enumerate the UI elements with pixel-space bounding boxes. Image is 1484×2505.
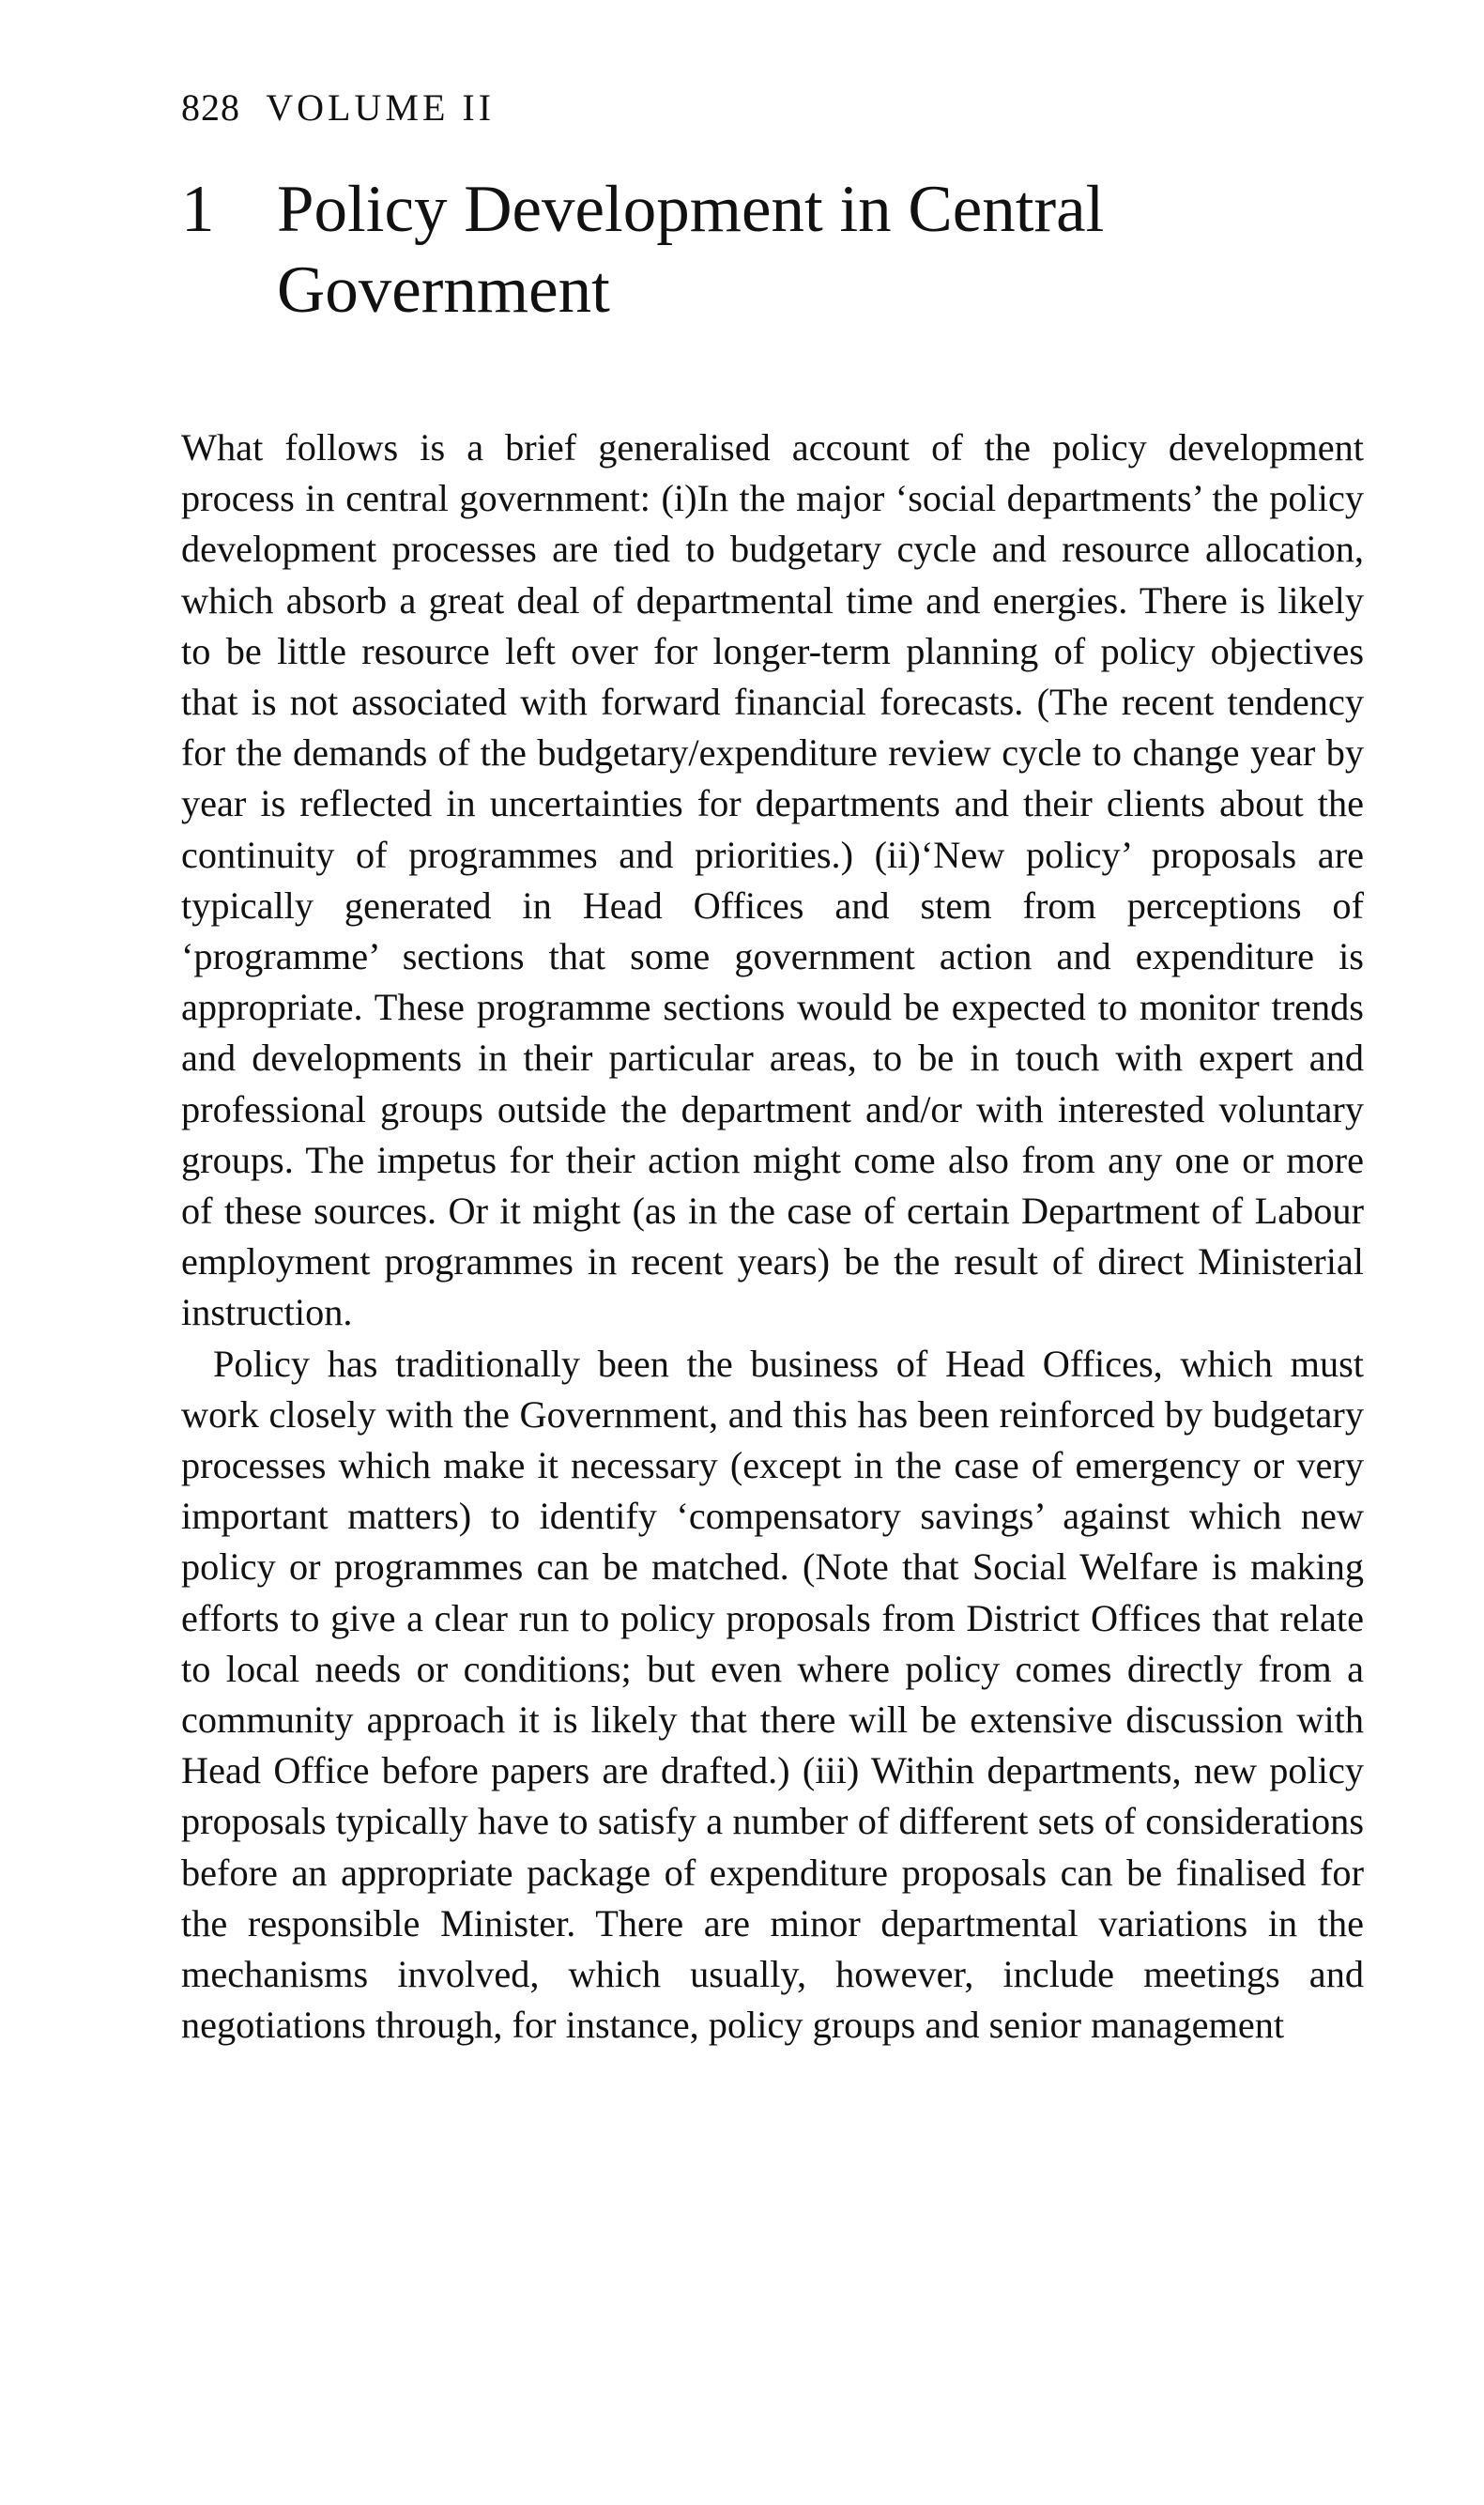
book-page (181, 86, 1364, 2052)
chapter-number: 1 (181, 173, 215, 246)
paragraph-1: What follows is a brief generalised account of the policy development process in central government: (i)In the major ‘social departments’ the policy development processes are tied to budgetary cycle and resource allocation, which absorb a great deal of departmental time and energies. There is likely to be little resource left over for longer-term planning of policy objectives that is not associated with forward financial forecasts. (The recent tendency for the demands of the budgetary/expenditure review cycle to change year by year is reflected in uncertainties for departments and their clients about the continuity of programmes and priorities.) (ii)‘New policy’ proposals are typically generated in Head Offices and stem from perceptions of ‘programme’ sections that some government action and expenditure is appropriate. These programme sections would be expected to monitor trends and developments in their particular areas, to be in touch with expert and professional groups outside the department and/or with interested voluntary groups. The impetus for their action might come also from any one or more of these sources. Or it might (as in the case of certain Department of Labour employment programmes in recent years) be the result of direct Ministerial instruction. (181, 426, 1364, 1334)
volume-label: VOLUME II (266, 86, 496, 129)
chapter-title: Policy Development in Central Government (277, 173, 1105, 327)
body-text (181, 423, 1364, 2052)
page-number: 828 (181, 86, 240, 129)
paragraph-2: Policy has traditionally been the business of Head Offices, which must work closely with the Government, and this has been reinforced by budgetary processes which make it necessary (except in the case of emergency or very important matters) to identify ‘compensatory savings’ against which new policy or programmes can be matched. (Note that Social Welfare is making efforts to give a clear run to policy proposals from District Offices that relate to local needs or conditions; but even where policy comes directly from a community approach it is likely that there will be extensive discussion with Head Office before papers are drafted.) (iii) Within departments, new policy proposals typically have to satisfy a number of different sets of considerations before an appropriate package of expenditure proposals can be finalised for the responsible Minister. There are minor departmental variations in the mechanisms involved, which usually, however, include meetings and negotiations through, for instance, policy groups and senior management (181, 1342, 1364, 2047)
chapter-heading (181, 169, 1364, 330)
running-head (181, 86, 1364, 129)
